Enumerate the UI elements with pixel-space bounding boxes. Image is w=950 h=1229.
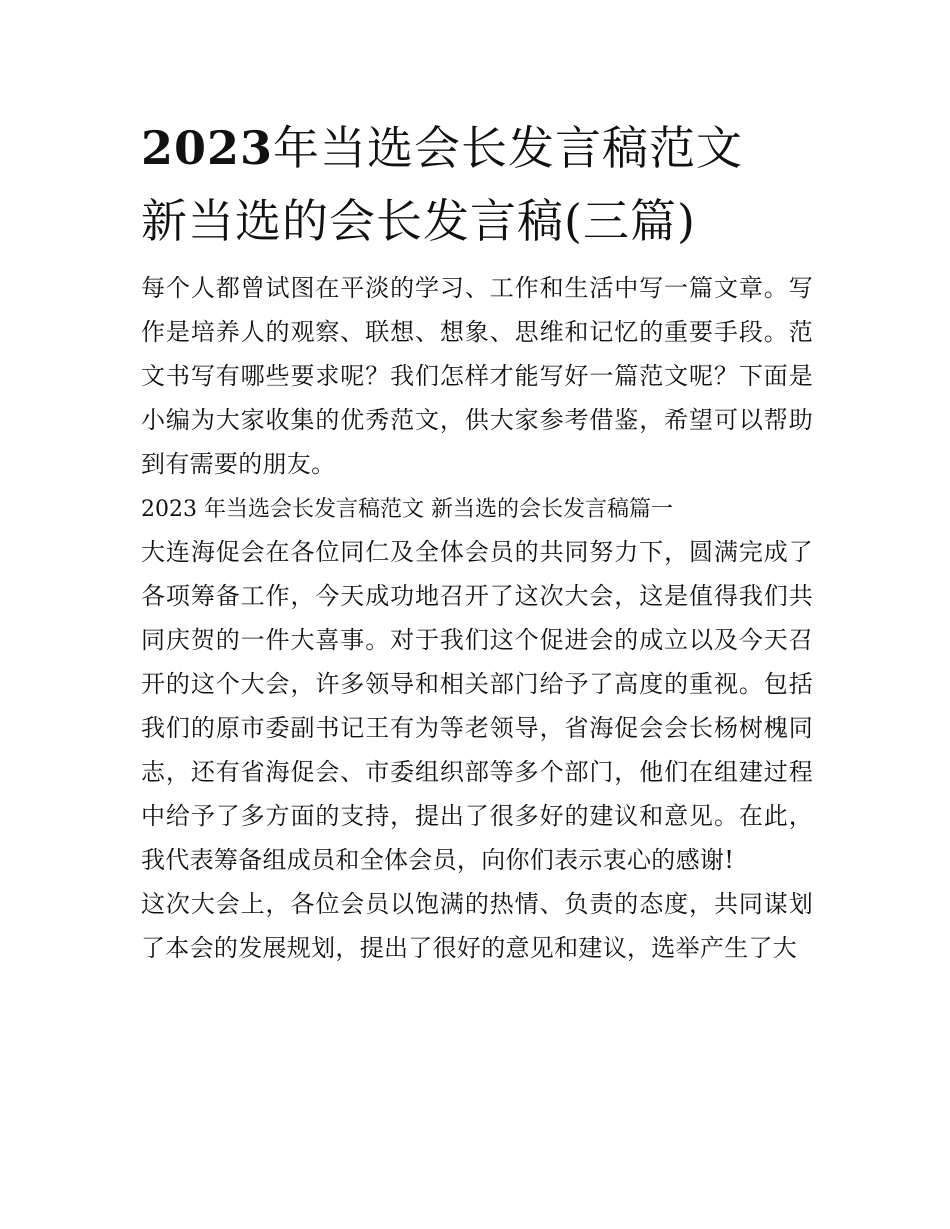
title-line-2: 新当选的会长发言稿(三篇) [141,194,696,248]
section-heading: 2023 年当选会长发言稿范文 新当选的会长发言稿篇一 [141,497,673,522]
intro-paragraph: 每个人都曾试图在平淡的学习、工作和生活中写一篇文章。写作是培养人的观察、联想、想象、思维和记忆的重要手段。范文书写有哪些要求呢？我们怎样才能写好一篇范文呢？下面是小编为大家收集的优秀范文，供大家参考借鉴，希望可以帮助到有需要的朋友。 [141,274,813,478]
title-line-1-text: 年当选会长发言稿范文 [273,121,744,175]
body-paragraph-2: 这次大会上，各位会员以饱满的热情、负责的态度，共同谋划了本会的发展规划，提出了很好的意见和建议，选举产生了大 [141,890,813,962]
document-content [141,112,813,970]
document-title [141,112,813,258]
body-paragraph-1: 大连海促会在各位同仁及全体会员的共同努力下，圆满完成了各项筹备工作，今天成功地召开了这次大会，这是值得我们共同庆贺的一件大喜事。对于我们这个促进会的成立以及今天召开的这个大会，许多领导和相关部门给予了高度的重视。包括我们的原市委副书记王有为等老领导，省海促会会长杨树槐同志，还有省海促会、市委组织部等多个部门，他们在组建过程中给予了多方面的支持，提出了很多好的建议和意见。在此，我代表筹备组成员和全体会员，向你们表示衷心的感谢! [141,538,813,874]
title-year: 2023 [141,121,274,175]
title-line-1 [141,112,813,185]
